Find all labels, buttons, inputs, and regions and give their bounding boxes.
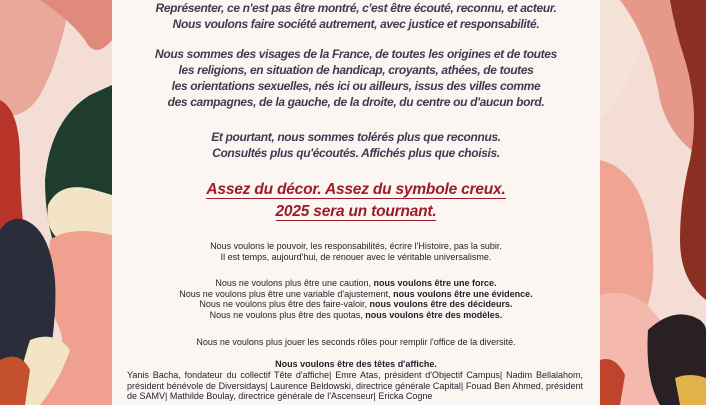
body-line: Nous ne voulons plus être des quotas, <box>209 309 366 320</box>
body-paragraph-1 <box>112 241 600 262</box>
intro-line: Nous sommes des visages de la France, de toutes les origines et de toutes <box>155 47 557 61</box>
intro-line: les orientations sexuelles, nés ici ou ailleurs, issus des villes comme <box>171 79 541 93</box>
left-orange-shape <box>0 357 30 405</box>
intro-paragraph-3 <box>112 129 600 161</box>
intro-line: Consultés plus qu'écoutés. Affichés plus que choisis. <box>212 146 500 160</box>
body-line-emphasis: nous voulons être une force. <box>373 278 497 288</box>
body-paragraph-3: Nous ne voulons plus jouer les seconds rôles pour remplir l'office de la diversité. <box>196 337 516 347</box>
body-line-emphasis: nous voulons être des modèles. <box>365 309 503 320</box>
signers-heading: Nous voulons être des têtes d'affiche. <box>275 359 437 369</box>
body-line-emphasis: nous voulons être des décideurs. <box>369 299 513 310</box>
body-line: Il est temps, aujourd'hui, de renouer avec le véritable universalisme. <box>220 251 492 262</box>
intro-paragraph-2 <box>112 46 600 110</box>
body-line: Nous ne voulons plus être une variable d'ajustement, <box>179 288 394 299</box>
body-line: Nous voulons le pouvoir, les responsabilités, écrire l'Histoire, pas la subir. <box>210 241 502 251</box>
intro-line: des campagnes, de la gauche, de la droite, du centre ou d'aucun bord. <box>167 95 545 109</box>
body-line: Nous ne voulons plus être une caution, <box>215 278 374 288</box>
slogan-line-1: Assez du décor. Assez du symbole creux. <box>206 181 506 198</box>
intro-paragraph-1 <box>112 0 600 32</box>
intro-line: Représenter, ce n'est pas être montré, c'est être écouté, reconnu, et acteur. <box>155 1 557 15</box>
body-line-emphasis: nous voulons être une évidence. <box>393 288 533 299</box>
intro-line: Et pourtant, nous sommes tolérés plus que reconnus. <box>211 130 501 144</box>
intro-line: les religions, en situation de handicap, croyants, athées, de toutes <box>178 63 534 77</box>
body-line: Nous ne voulons plus être des faire-valoir, <box>199 299 370 310</box>
body-paragraph-2 <box>112 278 600 320</box>
intro-line: Nous voulons faire société autrement, avec justice et responsabilité. <box>172 17 540 31</box>
slogan-line-2: 2025 sera un tournant. <box>275 203 437 220</box>
signers-list: Yanis Bacha, fondateur du collectif Tête d'affiche| Emre Atas, président d'Objectif Campus| Nadim Bellalahom, président bénévole de Diversidays| Laurence Beldowski, directrice générale Capital| Fouad Ben Ahmed, président de SAMV| Mathilde Boulay, directrice générale de l'Ascenseur| Ericka Cogne <box>127 370 583 402</box>
slogan-heading <box>112 179 600 223</box>
right-yellow-shape <box>675 375 706 405</box>
